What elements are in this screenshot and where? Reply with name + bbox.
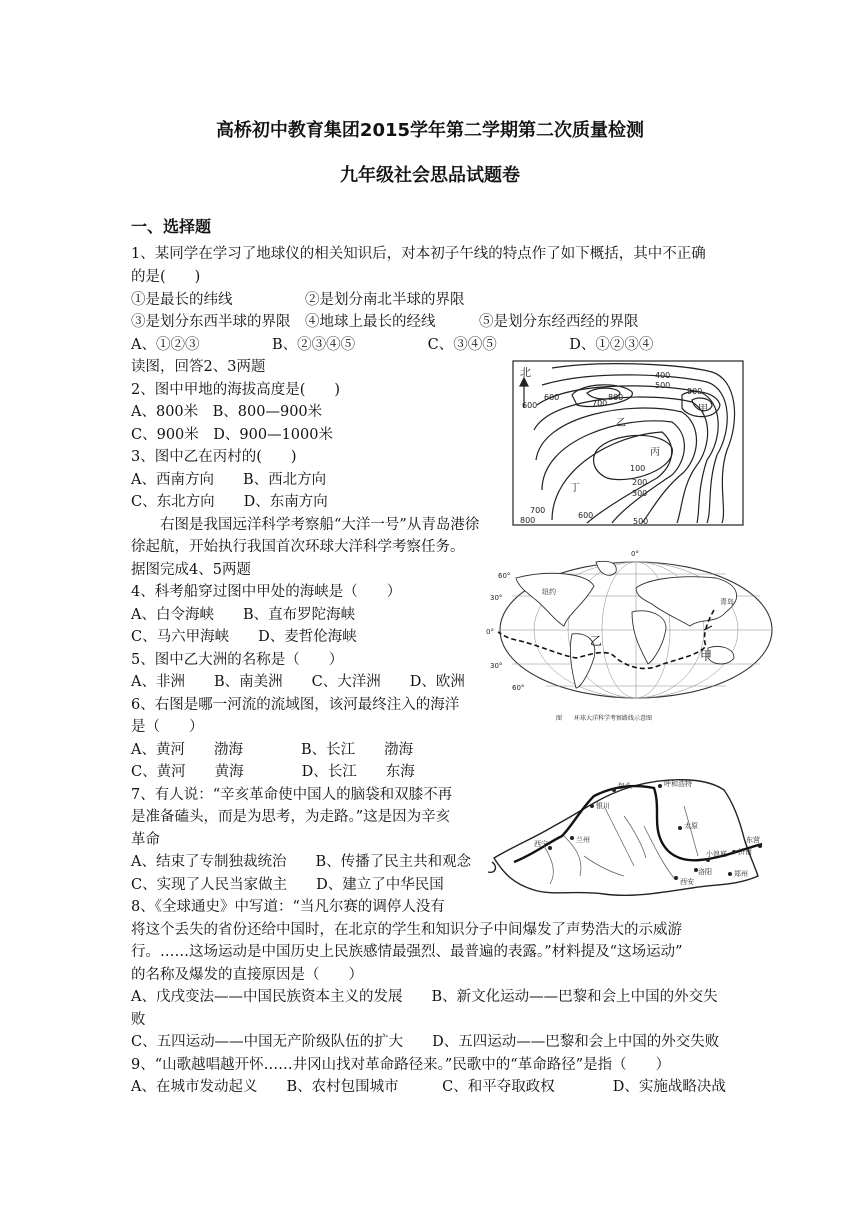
question-line: A、西南方向 B、西北方向 [131,472,327,488]
question-line: 的是( ) [131,269,201,285]
north-label: 北 [520,366,531,379]
lat-label: 60° [498,572,511,580]
place-label: 呼和浩特 [664,780,692,788]
question-line: C、实现了人民当家做主 D、建立了中华民国 [131,877,444,893]
contour-label: 700 [530,506,546,515]
place-label: 太原 [684,822,698,830]
contour-label: 600 [522,401,538,410]
question-line: 7、有人说：“辛亥革命使中国人的脑袋和双膝不再 [131,787,453,803]
contour-label: 600 [578,511,594,520]
place-label: 乙 [616,418,626,429]
lat-label: 30° [490,594,503,602]
question-line: 读图，回答2、3两题 [131,359,266,375]
map-label-top: 0° [631,550,639,558]
place-label: 丁 [570,483,580,494]
place-label: 小浪底 [706,850,727,858]
question-line: 1、某同学在学习了地球仪的相关知识后，对本初子午线的特点作了如下概括，其中不正确 [131,246,706,262]
exam-title: 高桥初中教育集团2015学年第二学期第二次质量检测 [215,120,645,141]
question-line: C、东北方向 D、东南方向 [131,494,328,510]
question-line: 将这个丢失的省份还给中国时，在北京的学生和知识分子中间爆发了声势浩大的示威游 [131,922,682,938]
contour-map [512,360,744,526]
place-label: 甲 [700,649,713,663]
lat-label: 60° [512,684,525,692]
place-label: 东营 [746,836,760,844]
lat-label: 30° [490,662,503,670]
world-route-map [476,548,788,726]
question-line: 的名称及爆发的直接原因是（ ） [131,967,363,983]
question-line: 是（ ） [131,719,204,735]
contour-label: 700 [592,399,608,408]
question-line: 败 [131,1012,146,1028]
question-line: 是准备磕头，而是为思考，为走路。”这是因为辛亥 [131,809,451,825]
question-line: A、非洲 B、南美洲 C、大洋洲 D、欧洲 [131,674,465,690]
contour-label: 400 [655,371,671,380]
question-line: ③是划分东西半球的界限 ④地球上最长的经线 ⑤是划分东经西经的界限 [131,314,639,330]
contour-label: 800 [520,516,536,525]
river-basin-map [484,766,774,906]
question-line: 行。……这场运动是中国历史上民族感情最强烈、最普遍的表露。”材料提及“这场运动” [131,944,683,960]
question-line: ①是最长的纬线 ②是划分南北半球的界限 [131,292,465,308]
question-line: C、五四运动——中国无产阶级队伍的扩大 D、五四运动——巴黎和会上中国的外交失败 [131,1034,720,1050]
place-label: 银川 [596,802,610,810]
section-heading: 一、选择题 [131,217,212,236]
question-line: A、戊戌变法——中国民族资本主义的发展 B、新文化运动——巴黎和会上中国的外交失 [131,989,718,1005]
place-label: 青岛 [720,598,734,606]
question-line: 据图完成4、5两题 [131,562,251,578]
question-line: A、在城市发动起义 B、农村包围城市 C、和平夺取政权 D、实施战略决战 [131,1079,726,1095]
question-line: 3、图中乙在丙村的( ) [131,449,297,465]
question-line: 革命 [131,832,160,848]
contour-label: 600 [544,393,560,402]
question-line: C、黄河 黄海 D、长江 东海 [131,764,415,780]
exam-subtitle: 九年级社会思品试题卷 [340,165,520,186]
place-label: 丙 [650,447,660,458]
question-line: A、结束了专制独裁统治 B、传播了民主共和观念 [131,854,472,870]
contour-label: 500 [633,517,649,526]
question-line: 5、图中乙大洲的名称是（ ） [131,652,344,668]
contour-label: 900 [687,387,703,396]
place-label: 济南 [738,848,752,856]
contour-label: 100 [630,464,646,473]
place-label: 郑州 [734,870,748,878]
question-line: 4、科考船穿过图中甲处的海峡是（ ） [131,584,402,600]
place-label: 纽约 [542,588,556,596]
place-label: 甲 [698,404,708,415]
contour-label: 500 [655,381,671,390]
contour-label: 300 [632,489,648,498]
question-line: 徐起航，开始执行我国首次环球大洋科学考察任务。 [131,539,465,555]
question-line: 右图是我国远洋科学考察船“大洋一号”从青岛港徐 [131,517,480,533]
place-label: 洛阳 [698,868,712,876]
lat-label: 0° [486,628,494,636]
contour-label: 200 [632,478,648,487]
question-line: A、800米 B、800—900米 [131,404,323,420]
map-caption: 图 环球大洋科学考察路线示意图 [556,715,653,722]
contour-label: 800 [608,393,624,402]
question-line: A、黄河 渤海 B、长江 渤海 [131,742,414,758]
question-line: 6、右图是哪一河流的流域图，该河最终注入的海洋 [131,697,460,713]
place-label: 西安 [680,878,694,886]
question-line: A、白令海峡 B、直布罗陀海峡 [131,607,356,623]
place-label: 包头 [618,782,632,790]
question-line: 9、“山歌越唱越开怀……井冈山找对革命路径来。”民歌中的“革命路径”是指（ ） [131,1057,671,1073]
question-line: C、900米 D、900—1000米 [131,427,333,443]
question-line: C、马六甲海峡 D、麦哲伦海峡 [131,629,357,645]
place-label: 西宁 [534,840,548,848]
place-label: 乙 [590,634,603,648]
question-line: 8、《全球通史》中写道：“当凡尔赛的调停人没有 [131,899,445,915]
question-line: 2、图中甲地的海拔高度是( ) [131,382,341,398]
question-line: A、①②③ B、②③④⑤ C、③④⑤ D、①②③④ [131,337,654,353]
place-label: 兰州 [576,836,590,844]
